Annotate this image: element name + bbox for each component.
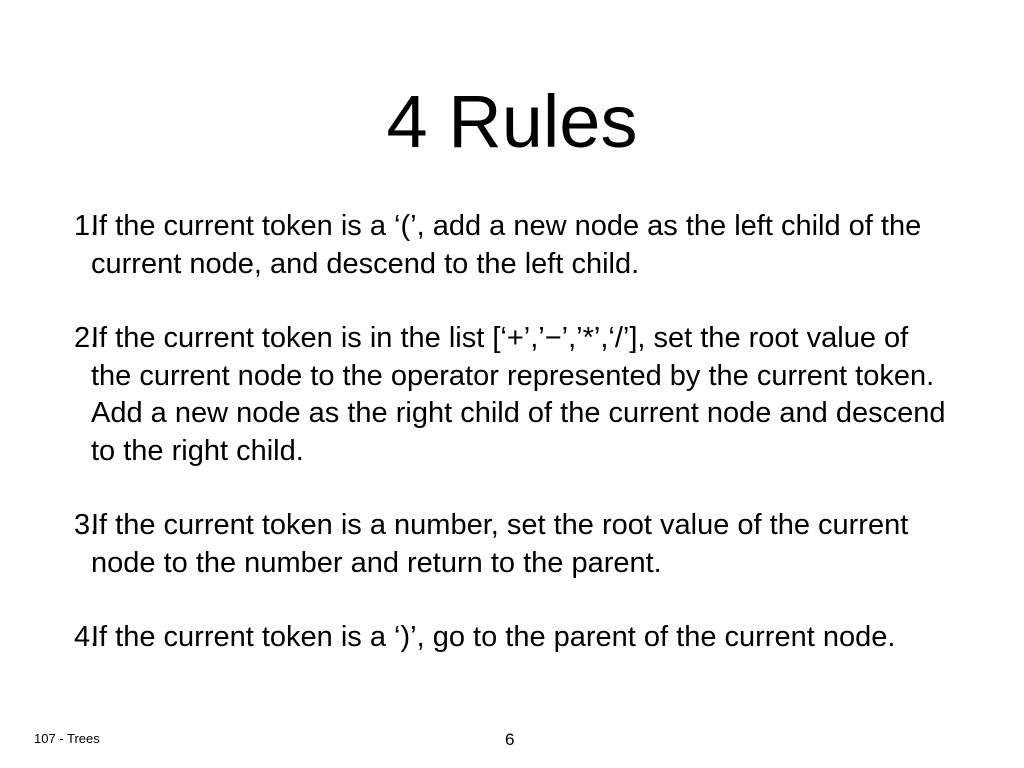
rule-text: If the current token is a ‘(’, add a new node as the left child of the current node, and descend to the left child. bbox=[91, 210, 922, 280]
rule-item-2 bbox=[74, 320, 954, 470]
rule-number: 4. bbox=[74, 621, 99, 653]
footer-label: 107 - Trees bbox=[34, 731, 100, 746]
rule-item-3 bbox=[74, 507, 954, 582]
rule-number: 2. bbox=[74, 322, 99, 354]
slide-title: 4 Rules bbox=[386, 80, 638, 163]
rule-number: 1. bbox=[74, 210, 99, 242]
rule-number: 3. bbox=[74, 509, 99, 541]
page-number: 6 bbox=[505, 730, 515, 749]
rule-item-4 bbox=[74, 619, 954, 657]
rule-text: If the current token is a number, set the root value of the current node to the number and return to the parent. bbox=[91, 509, 909, 579]
rule-text: If the current token is a ‘)’, go to the parent of the current node. bbox=[91, 621, 896, 653]
rule-text: If the current token is in the list [‘+’,’−’,’*’,‘/’], set the root value of the current node to the operator represented by the current token. Add a new node as the right child of the current node and descend to the right child. bbox=[91, 322, 946, 467]
rule-item-1 bbox=[74, 208, 954, 283]
rules-list bbox=[74, 208, 954, 694]
